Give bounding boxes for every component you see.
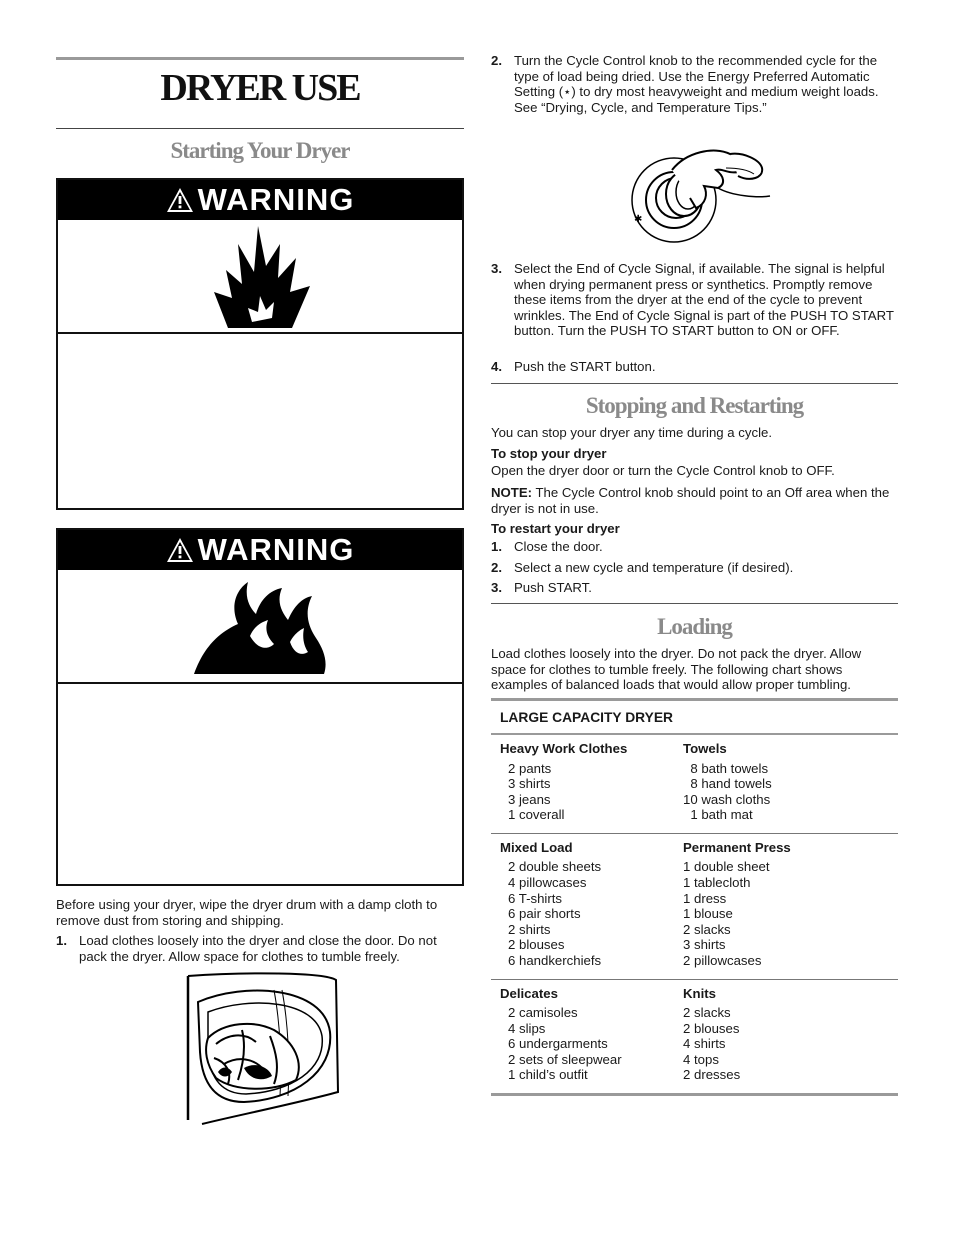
warning-box-fire <box>56 528 464 886</box>
step-text: Push the START button. <box>514 359 656 374</box>
step-text: Push START. <box>514 580 592 595</box>
load-item: 6 undergarments <box>508 1036 608 1052</box>
note-paragraph <box>491 485 898 516</box>
divider <box>491 383 898 384</box>
restart-step <box>491 560 898 576</box>
load-item: 3 shirts <box>508 776 551 792</box>
intro-paragraph: Before using your dryer, wipe the dryer drum with a damp cloth to remove dust from storing and shipping. <box>56 897 438 928</box>
load-item: 2 camisoles <box>508 1005 578 1021</box>
step-text: Select the End of Cycle Signal, if available. The signal is helpful when drying permanent press or synthetics. Promptly remove these items from the dryer at the end of the cycle to prevent wrinkles. The End of Cycle Signal is part of the PUSH TO START button. Turn the PUSH TO START button to ON or OFF. <box>514 261 894 338</box>
load-item: 1 double sheet <box>683 859 770 875</box>
load-group-column <box>683 986 866 1083</box>
load-item: 4 tops <box>683 1051 719 1067</box>
load-item: 2 slacks <box>683 1005 731 1021</box>
load-item: 1 bath mat <box>683 807 753 823</box>
fire-icon-area <box>58 570 462 684</box>
page-title: DRYER USE <box>160 67 360 109</box>
cycle-knob-illustration <box>626 138 772 244</box>
step-text: Load clothes loosely into the dryer and close the door. Do not pack the dryer. Allow space for clothes to tumble freely. <box>79 933 437 964</box>
step-4 <box>491 359 898 375</box>
title-rule <box>56 128 464 129</box>
load-item: 4 slips <box>508 1020 546 1036</box>
warning-label: WARNING <box>197 182 355 217</box>
section-title-starting: Starting Your Dryer <box>170 138 350 163</box>
load-item: 2 sets of sleepwear <box>508 1051 622 1067</box>
step-number: 4. <box>491 359 502 374</box>
warning-header <box>58 530 462 570</box>
load-item: 3 jeans <box>508 791 551 807</box>
restart-steps <box>491 539 898 596</box>
load-category-heading: Mixed Load <box>500 839 573 855</box>
load-item: 2 dresses <box>683 1067 741 1083</box>
step-text: Select a new cycle and temperature (if desired). <box>514 559 794 575</box>
dryer-drum-illustration <box>184 972 344 1128</box>
load-group-column <box>500 986 683 1083</box>
step-number: 2. <box>491 53 502 68</box>
section-title-loading: Loading <box>657 614 732 639</box>
fire-icon <box>190 576 330 676</box>
step-3 <box>491 261 898 339</box>
load-item: 8 hand towels <box>683 776 772 792</box>
load-item: 2 blouses <box>508 937 565 953</box>
load-item: 6 T-shirts <box>508 890 562 906</box>
step-2 <box>491 53 898 115</box>
load-item: 2 pillowcases <box>683 952 762 968</box>
load-item: 3 shirts <box>683 937 726 953</box>
energy-star-icon: ✱ <box>634 214 643 225</box>
load-item: 1 coverall <box>508 807 565 823</box>
warning-triangle-icon <box>166 187 194 213</box>
load-table <box>491 698 898 1096</box>
stop-heading: To stop your dryer <box>491 446 607 461</box>
load-item: 2 double sheets <box>508 859 602 875</box>
load-category-heading: Heavy Work Clothes <box>500 741 628 756</box>
step-1 <box>56 933 464 964</box>
load-item: 1 child’s outfit <box>508 1067 588 1083</box>
load-group <box>491 980 898 1096</box>
step-number: 1. <box>56 933 67 948</box>
load-table-title: LARGE CAPACITY DRYER <box>491 698 898 735</box>
warning-box-explosion <box>56 178 464 510</box>
load-item: 2 slacks <box>683 921 731 937</box>
stopping-intro: You can stop your dryer any time during a cycle. <box>491 425 772 440</box>
explosion-icon-area <box>58 220 462 334</box>
load-item: 6 pair shorts <box>508 906 581 922</box>
load-group <box>491 834 898 980</box>
warning-triangle-icon <box>166 537 194 563</box>
step-number: 1. <box>491 539 502 554</box>
step-number: 2. <box>491 559 502 575</box>
loading-intro: Load clothes loosely into the dryer. Do not pack the dryer. Allow space for clothes to tumble freely. The following chart shows examples of balanced loads that would allow proper tumbling. <box>491 646 862 692</box>
load-category-heading: Towels <box>683 741 727 756</box>
step-text: Close the door. <box>514 539 603 554</box>
load-item: 6 handkerchiefs <box>508 952 602 968</box>
warning-header <box>58 180 462 220</box>
load-item: 10 wash cloths <box>683 791 771 807</box>
step-text: Turn the Cycle Control knob to the recommended cycle for the type of load being dried. Use the Energy Preferred Automatic Setting (⋆) to dry most heavyweight and medium weight loads. See “Drying, Cycle, and Temperature Tips.” <box>514 53 879 115</box>
load-category-heading: Delicates <box>500 985 558 1001</box>
load-item: 1 blouse <box>683 906 733 922</box>
load-group <box>491 735 898 834</box>
load-item: 4 shirts <box>683 1036 726 1052</box>
load-item: 2 pants <box>508 760 552 776</box>
top-rule <box>56 57 464 60</box>
restart-heading: To restart your dryer <box>491 521 620 536</box>
restart-step <box>491 539 898 555</box>
load-group-column <box>683 741 866 823</box>
step-number: 3. <box>491 261 502 276</box>
load-group-column <box>500 741 683 823</box>
restart-step <box>491 580 898 596</box>
load-item: 2 shirts <box>508 921 551 937</box>
explosion-icon <box>208 222 312 330</box>
stop-text: Open the dryer door or turn the Cycle Control knob to OFF. <box>491 463 835 478</box>
note-label: NOTE: <box>491 485 533 500</box>
note-text: The Cycle Control knob should point to an Off area when the dryer is not in use. <box>491 485 890 516</box>
step-number: 3. <box>491 580 502 595</box>
load-category-heading: Knits <box>683 985 716 1001</box>
load-item: 4 pillowcases <box>508 874 587 890</box>
load-table-groups <box>491 735 898 1096</box>
section-title-stopping: Stopping and Restarting <box>585 393 804 418</box>
load-item: 1 dress <box>683 890 727 906</box>
load-item: 8 bath towels <box>683 760 769 776</box>
divider <box>491 603 898 604</box>
load-item: 1 tablecloth <box>683 874 751 890</box>
load-category-heading: Permanent Press <box>683 839 791 855</box>
warning-label: WARNING <box>197 532 355 567</box>
load-item: 2 blouses <box>683 1020 740 1036</box>
load-group-column <box>683 840 866 969</box>
load-group-column <box>500 840 683 969</box>
